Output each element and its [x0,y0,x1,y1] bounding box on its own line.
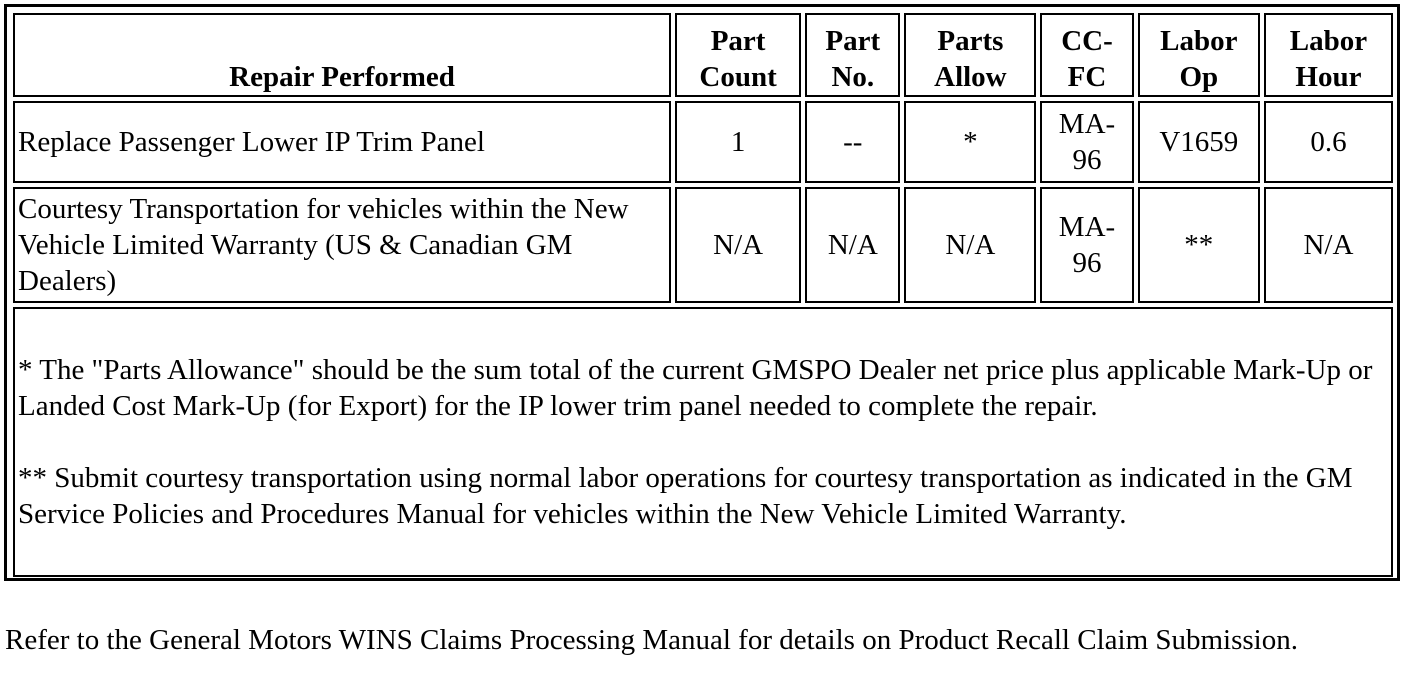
cell-labor-op: V1659 [1138,101,1260,183]
header-parts-allow [904,13,1036,97]
footer-text: Refer to the General Motors WINS Claims Processing Manual for details on Product Recall Claim Submission. [5,624,1298,656]
cell-part-no: N/A [805,187,900,303]
header-row [13,13,1393,97]
header-labor-op-text: Labor Op [1160,25,1238,93]
claim-table [9,9,1397,581]
cell-repair: Replace Passenger Lower IP Trim Panel [13,101,671,183]
header-cc-fc-text: CC-FC [1061,25,1113,93]
header-labor-op [1138,13,1260,97]
cell-labor-hour: N/A [1264,187,1393,303]
note-parts-allowance: * The "Parts Allowance" should be the sum total of the current GMSPO Dealer net price plus applicable Mark-Up or Landed Cost Mark-Up (for Export) for the IP lower trim panel needed to complete the repair. [18,354,1373,422]
cell-cc-fc: MA-96 [1040,187,1133,303]
cell-parts-allow: * [904,101,1036,183]
header-parts-allow-text: Parts Allow [934,25,1007,93]
notes-cell [13,307,1393,577]
cell-part-count: N/A [675,187,801,303]
table-row [13,101,1393,183]
header-cc-fc [1040,13,1133,97]
note-courtesy-transportation: ** Submit courtesy transportation using normal labor operations for courtesy transportation as indicated in the GM Service Policies and Procedures Manual for vehicles within the New Vehicle Limited Warranty. [18,462,1353,530]
claim-table-frame [4,4,1400,581]
note-spacer [18,424,1388,460]
header-part-no [805,13,900,97]
header-repair-performed: Repair Performed [13,13,671,97]
notes-row [13,307,1393,577]
header-part-count-text: Part Count [699,25,777,93]
cell-part-count: 1 [675,101,801,183]
header-labor-hour-text: Labor Hour [1289,25,1368,93]
header-part-count [675,13,801,97]
cell-parts-allow: N/A [904,187,1036,303]
cell-repair: Courtesy Transportation for vehicles within the New Vehicle Limited Warranty (US & Canadian GM Dealers) [13,187,671,303]
cell-labor-hour: 0.6 [1264,101,1393,183]
cell-part-no: -- [805,101,900,183]
cell-labor-op: ** [1138,187,1260,303]
cell-cc-fc: MA-96 [1040,101,1133,183]
header-labor-hour [1264,13,1393,97]
table-row [13,187,1393,303]
header-part-no-text: Part No. [825,25,881,93]
